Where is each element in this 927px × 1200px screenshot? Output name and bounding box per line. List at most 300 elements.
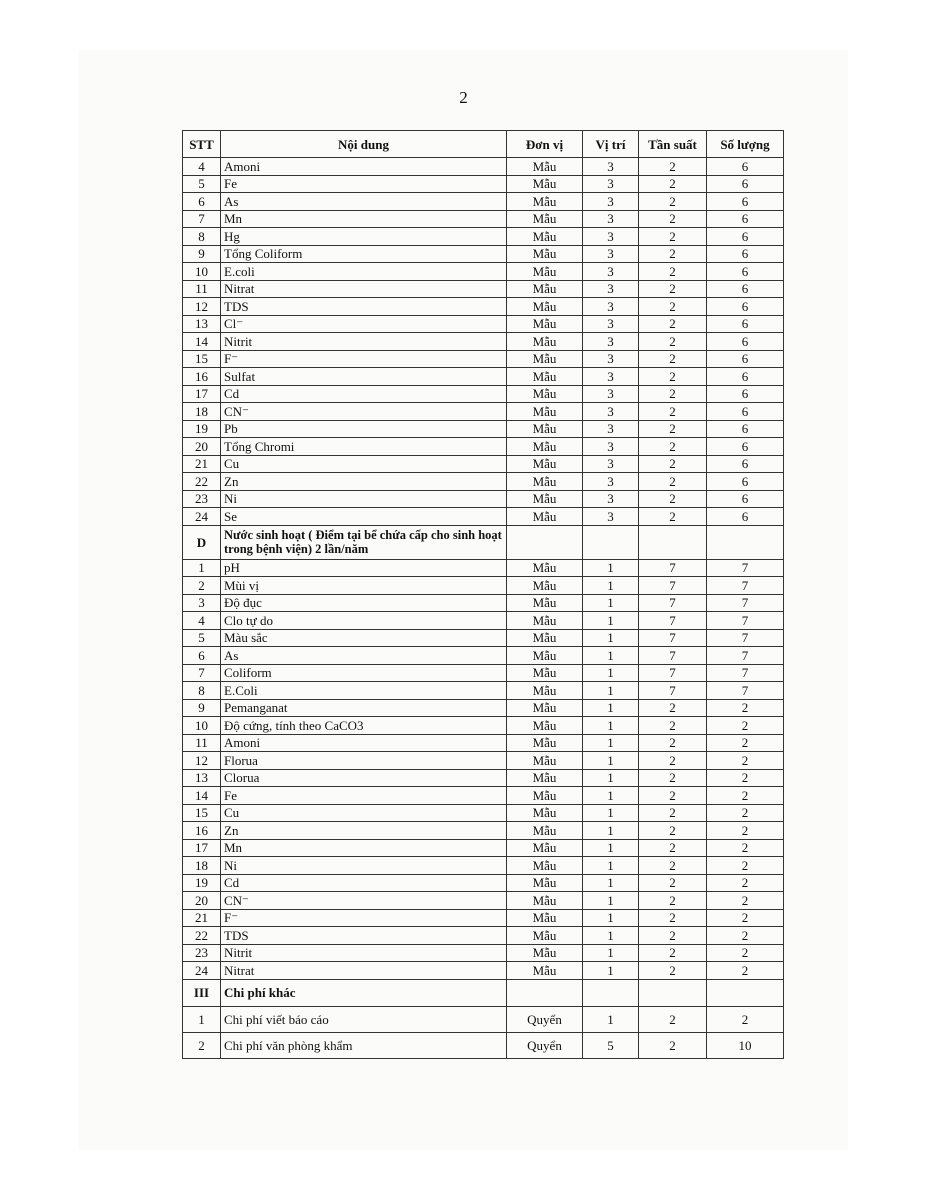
cell-position: 1 bbox=[583, 717, 639, 735]
cell-quantity: 6 bbox=[707, 333, 784, 351]
cell-unit: Mẫu bbox=[507, 368, 583, 386]
cell-content: Zn bbox=[221, 473, 507, 491]
table-row bbox=[183, 438, 784, 456]
table-row bbox=[183, 892, 784, 910]
cell-position: 1 bbox=[583, 647, 639, 665]
cell-stt: 18 bbox=[183, 403, 221, 421]
cell-unit: Mẫu bbox=[507, 594, 583, 612]
cell-position: 1 bbox=[583, 594, 639, 612]
cell-unit: Mẫu bbox=[507, 822, 583, 840]
cell-quantity: 2 bbox=[707, 874, 784, 892]
cell-quantity bbox=[707, 525, 784, 559]
cell-content: As bbox=[221, 193, 507, 211]
cell-stt: 18 bbox=[183, 857, 221, 875]
table-row bbox=[183, 350, 784, 368]
cell-frequency: 7 bbox=[639, 594, 707, 612]
cell-frequency: 2 bbox=[639, 839, 707, 857]
cell-frequency bbox=[639, 979, 707, 1006]
table-row bbox=[183, 1006, 784, 1032]
cell-position: 3 bbox=[583, 193, 639, 211]
table-row bbox=[183, 787, 784, 805]
cell-unit: Mẫu bbox=[507, 944, 583, 962]
cell-frequency: 2 bbox=[639, 822, 707, 840]
cell-stt: 17 bbox=[183, 839, 221, 857]
cell-quantity: 2 bbox=[707, 962, 784, 980]
cell-unit: Mẫu bbox=[507, 647, 583, 665]
cell-content: Cl⁻ bbox=[221, 315, 507, 333]
cell-quantity: 7 bbox=[707, 594, 784, 612]
cell-stt: 7 bbox=[183, 210, 221, 228]
cell-content: Sulfat bbox=[221, 368, 507, 386]
cell-frequency: 2 bbox=[639, 909, 707, 927]
cell-quantity: 2 bbox=[707, 944, 784, 962]
cell-position: 1 bbox=[583, 962, 639, 980]
cell-position: 3 bbox=[583, 403, 639, 421]
cell-stt: 9 bbox=[183, 245, 221, 263]
cell-content: Màu sắc bbox=[221, 629, 507, 647]
cell-stt: 14 bbox=[183, 787, 221, 805]
cell-position: 1 bbox=[583, 839, 639, 857]
cell-position: 1 bbox=[583, 874, 639, 892]
cell-content: Ni bbox=[221, 857, 507, 875]
cell-unit: Mẫu bbox=[507, 909, 583, 927]
table-row bbox=[183, 403, 784, 421]
cell-content: F⁻ bbox=[221, 350, 507, 368]
cell-content: Clorua bbox=[221, 769, 507, 787]
cell-quantity: 6 bbox=[707, 403, 784, 421]
cell-quantity: 2 bbox=[707, 892, 784, 910]
table-row bbox=[183, 333, 784, 351]
table-row bbox=[183, 839, 784, 857]
cell-frequency: 2 bbox=[639, 350, 707, 368]
cell-unit: Mẫu bbox=[507, 455, 583, 473]
cell-position: 3 bbox=[583, 420, 639, 438]
cell-unit: Mẫu bbox=[507, 245, 583, 263]
cell-stt: 13 bbox=[183, 769, 221, 787]
cell-content: Chi phí văn phòng khẩm bbox=[221, 1032, 507, 1058]
cell-unit: Mẫu bbox=[507, 752, 583, 770]
cell-stt: 22 bbox=[183, 473, 221, 491]
cell-quantity: 2 bbox=[707, 752, 784, 770]
cell-frequency: 2 bbox=[639, 787, 707, 805]
cell-stt: 17 bbox=[183, 385, 221, 403]
cell-content: Tổng Coliform bbox=[221, 245, 507, 263]
cell-stt: 9 bbox=[183, 699, 221, 717]
cell-position: 1 bbox=[583, 699, 639, 717]
cell-quantity: 6 bbox=[707, 438, 784, 456]
cell-quantity: 2 bbox=[707, 787, 784, 805]
cell-unit: Mẫu bbox=[507, 717, 583, 735]
cell-unit: Mẫu bbox=[507, 734, 583, 752]
cell-content: Chi phí viết báo cáo bbox=[221, 1006, 507, 1032]
cell-stt: 23 bbox=[183, 490, 221, 508]
cell-frequency: 2 bbox=[639, 245, 707, 263]
cell-frequency: 2 bbox=[639, 699, 707, 717]
cell-frequency: 2 bbox=[639, 508, 707, 526]
cell-frequency: 7 bbox=[639, 612, 707, 630]
cell-unit: Mẫu bbox=[507, 263, 583, 281]
cell-stt: 20 bbox=[183, 892, 221, 910]
cell-unit: Mẫu bbox=[507, 962, 583, 980]
cell-quantity: 6 bbox=[707, 315, 784, 333]
cell-stt: 13 bbox=[183, 315, 221, 333]
cell-position: 3 bbox=[583, 508, 639, 526]
cell-content: Cu bbox=[221, 804, 507, 822]
cell-content: Nitrit bbox=[221, 333, 507, 351]
cell-content: pH bbox=[221, 559, 507, 577]
cell-quantity: 10 bbox=[707, 1032, 784, 1058]
cell-stt: D bbox=[183, 525, 221, 559]
cell-position bbox=[583, 525, 639, 559]
cell-quantity: 6 bbox=[707, 368, 784, 386]
table-row bbox=[183, 473, 784, 491]
table-row bbox=[183, 962, 784, 980]
cell-stt: 8 bbox=[183, 228, 221, 246]
cell-content: TDS bbox=[221, 298, 507, 316]
cell-stt: 20 bbox=[183, 438, 221, 456]
cell-position: 3 bbox=[583, 438, 639, 456]
cell-content: Pb bbox=[221, 420, 507, 438]
table-row bbox=[183, 647, 784, 665]
table-row bbox=[183, 664, 784, 682]
cell-frequency: 2 bbox=[639, 734, 707, 752]
cell-content: As bbox=[221, 647, 507, 665]
cell-stt: 15 bbox=[183, 804, 221, 822]
cell-unit: Mẫu bbox=[507, 438, 583, 456]
table-row bbox=[183, 298, 784, 316]
cell-quantity: 2 bbox=[707, 769, 784, 787]
cell-frequency: 2 bbox=[639, 927, 707, 945]
cell-quantity: 6 bbox=[707, 280, 784, 298]
table-row bbox=[183, 822, 784, 840]
cell-unit: Mẫu bbox=[507, 874, 583, 892]
table-row bbox=[183, 490, 784, 508]
cell-quantity: 6 bbox=[707, 455, 784, 473]
cell-stt: 19 bbox=[183, 874, 221, 892]
cell-unit: Quyển bbox=[507, 1006, 583, 1032]
cell-position: 1 bbox=[583, 892, 639, 910]
cell-stt: 8 bbox=[183, 682, 221, 700]
cell-content: Nước sinh hoạt ( Điểm tại bể chứa cấp cho sinh hoạt trong bệnh viện) 2 lần/năm bbox=[221, 525, 507, 559]
table-row bbox=[183, 280, 784, 298]
cell-position: 1 bbox=[583, 682, 639, 700]
cell-content: Mn bbox=[221, 839, 507, 857]
cell-unit: Mẫu bbox=[507, 682, 583, 700]
cell-content: Coliform bbox=[221, 664, 507, 682]
cell-quantity: 2 bbox=[707, 699, 784, 717]
cell-frequency: 2 bbox=[639, 892, 707, 910]
cell-position: 1 bbox=[583, 822, 639, 840]
table-row bbox=[183, 315, 784, 333]
cell-position: 3 bbox=[583, 333, 639, 351]
cell-unit: Mẫu bbox=[507, 664, 583, 682]
table-row bbox=[183, 752, 784, 770]
table-row bbox=[183, 228, 784, 246]
cell-content: Amoni bbox=[221, 734, 507, 752]
cell-unit: Mẫu bbox=[507, 699, 583, 717]
cell-frequency bbox=[639, 525, 707, 559]
table-header-row bbox=[183, 131, 784, 158]
cell-frequency: 2 bbox=[639, 438, 707, 456]
cell-content: Pemanganat bbox=[221, 699, 507, 717]
header-quantity: Số lượng bbox=[707, 131, 784, 158]
cell-frequency: 7 bbox=[639, 664, 707, 682]
cell-frequency: 2 bbox=[639, 420, 707, 438]
cell-frequency: 2 bbox=[639, 1006, 707, 1032]
cell-frequency: 2 bbox=[639, 263, 707, 281]
cell-stt: 22 bbox=[183, 927, 221, 945]
cell-quantity bbox=[707, 979, 784, 1006]
cell-quantity: 7 bbox=[707, 629, 784, 647]
cell-quantity: 7 bbox=[707, 559, 784, 577]
cell-position: 3 bbox=[583, 245, 639, 263]
cell-position: 1 bbox=[583, 909, 639, 927]
cell-unit: Mẫu bbox=[507, 228, 583, 246]
cell-frequency: 2 bbox=[639, 752, 707, 770]
cell-stt: 5 bbox=[183, 629, 221, 647]
cell-position: 5 bbox=[583, 1032, 639, 1058]
cell-content: Nitrat bbox=[221, 280, 507, 298]
header-frequency: Tần suất bbox=[639, 131, 707, 158]
cell-frequency: 2 bbox=[639, 228, 707, 246]
cell-position: 1 bbox=[583, 944, 639, 962]
cell-stt: 21 bbox=[183, 455, 221, 473]
header-unit: Đơn vị bbox=[507, 131, 583, 158]
cell-unit: Mẫu bbox=[507, 298, 583, 316]
cell-position: 3 bbox=[583, 228, 639, 246]
cell-position: 1 bbox=[583, 1006, 639, 1032]
cell-stt: III bbox=[183, 979, 221, 1006]
header-content: Nội dung bbox=[221, 131, 507, 158]
section-row bbox=[183, 525, 784, 559]
cell-frequency: 7 bbox=[639, 577, 707, 595]
cell-position: 3 bbox=[583, 385, 639, 403]
table-row bbox=[183, 577, 784, 595]
cell-position: 3 bbox=[583, 455, 639, 473]
cell-unit: Mẫu bbox=[507, 804, 583, 822]
cell-content: E.coli bbox=[221, 263, 507, 281]
cell-stt: 16 bbox=[183, 822, 221, 840]
cell-content: CN⁻ bbox=[221, 403, 507, 421]
cell-unit: Mẫu bbox=[507, 857, 583, 875]
section-row bbox=[183, 979, 784, 1006]
cell-content: Hg bbox=[221, 228, 507, 246]
cell-content: Chi phí khác bbox=[221, 979, 507, 1006]
cell-position: 1 bbox=[583, 664, 639, 682]
table-row bbox=[183, 699, 784, 717]
cell-position: 1 bbox=[583, 927, 639, 945]
table-row bbox=[183, 193, 784, 211]
table-row bbox=[183, 804, 784, 822]
cell-stt: 24 bbox=[183, 962, 221, 980]
header-position: Vị trí bbox=[583, 131, 639, 158]
cell-content: Se bbox=[221, 508, 507, 526]
cell-stt: 1 bbox=[183, 559, 221, 577]
cell-content: Cd bbox=[221, 385, 507, 403]
cell-position: 3 bbox=[583, 263, 639, 281]
cell-unit: Mẫu bbox=[507, 473, 583, 491]
cell-quantity: 7 bbox=[707, 682, 784, 700]
cell-unit: Mẫu bbox=[507, 420, 583, 438]
cell-content: CN⁻ bbox=[221, 892, 507, 910]
table-row bbox=[183, 927, 784, 945]
cell-stt: 1 bbox=[183, 1006, 221, 1032]
cell-position bbox=[583, 979, 639, 1006]
cell-quantity: 6 bbox=[707, 508, 784, 526]
cell-frequency: 2 bbox=[639, 962, 707, 980]
cell-frequency: 2 bbox=[639, 717, 707, 735]
cell-quantity: 7 bbox=[707, 577, 784, 595]
cell-content: Fe bbox=[221, 175, 507, 193]
cell-unit: Mẫu bbox=[507, 787, 583, 805]
cell-unit: Mẫu bbox=[507, 629, 583, 647]
cell-position: 1 bbox=[583, 629, 639, 647]
cell-content: Clo tự do bbox=[221, 612, 507, 630]
cell-stt: 21 bbox=[183, 909, 221, 927]
cell-quantity: 6 bbox=[707, 385, 784, 403]
cell-content: Fe bbox=[221, 787, 507, 805]
cell-quantity: 7 bbox=[707, 664, 784, 682]
cell-frequency: 7 bbox=[639, 629, 707, 647]
cell-position: 3 bbox=[583, 368, 639, 386]
cell-stt: 10 bbox=[183, 717, 221, 735]
cell-unit: Mẫu bbox=[507, 193, 583, 211]
table-row bbox=[183, 682, 784, 700]
cell-content: Mn bbox=[221, 210, 507, 228]
cell-quantity: 6 bbox=[707, 175, 784, 193]
cell-content: Nitrit bbox=[221, 944, 507, 962]
cell-frequency: 2 bbox=[639, 473, 707, 491]
cell-content: F⁻ bbox=[221, 909, 507, 927]
cell-quantity: 7 bbox=[707, 612, 784, 630]
cell-position: 1 bbox=[583, 769, 639, 787]
table-row bbox=[183, 263, 784, 281]
cell-unit: Mẫu bbox=[507, 315, 583, 333]
header-stt: STT bbox=[183, 131, 221, 158]
table-row bbox=[183, 158, 784, 176]
cell-stt: 7 bbox=[183, 664, 221, 682]
table-row bbox=[183, 245, 784, 263]
cell-frequency: 2 bbox=[639, 193, 707, 211]
cell-quantity: 6 bbox=[707, 263, 784, 281]
cell-position: 3 bbox=[583, 210, 639, 228]
cell-frequency: 2 bbox=[639, 455, 707, 473]
cell-content: Zn bbox=[221, 822, 507, 840]
cell-unit: Mẫu bbox=[507, 403, 583, 421]
cell-content: Florua bbox=[221, 752, 507, 770]
cell-frequency: 2 bbox=[639, 315, 707, 333]
cell-unit: Mẫu bbox=[507, 559, 583, 577]
cell-frequency: 2 bbox=[639, 857, 707, 875]
table-row bbox=[183, 175, 784, 193]
cell-quantity: 2 bbox=[707, 839, 784, 857]
table-body bbox=[183, 158, 784, 1059]
cell-frequency: 2 bbox=[639, 944, 707, 962]
cell-position: 1 bbox=[583, 857, 639, 875]
cell-frequency: 7 bbox=[639, 647, 707, 665]
cell-unit: Mẫu bbox=[507, 158, 583, 176]
cell-unit: Mẫu bbox=[507, 210, 583, 228]
table-row bbox=[183, 210, 784, 228]
cell-stt: 16 bbox=[183, 368, 221, 386]
page-number: 2 bbox=[459, 88, 468, 107]
cell-frequency: 2 bbox=[639, 403, 707, 421]
cell-frequency: 2 bbox=[639, 175, 707, 193]
cell-content: Độ cứng, tính theo CaCO3 bbox=[221, 717, 507, 735]
cell-frequency: 2 bbox=[639, 158, 707, 176]
cell-unit: Mẫu bbox=[507, 490, 583, 508]
cell-unit: Mẫu bbox=[507, 892, 583, 910]
cell-content: Độ đục bbox=[221, 594, 507, 612]
cell-stt: 10 bbox=[183, 263, 221, 281]
cell-unit: Mẫu bbox=[507, 612, 583, 630]
cell-quantity: 2 bbox=[707, 909, 784, 927]
cell-position: 3 bbox=[583, 315, 639, 333]
cell-stt: 4 bbox=[183, 158, 221, 176]
cell-stt: 24 bbox=[183, 508, 221, 526]
cell-frequency: 2 bbox=[639, 333, 707, 351]
cell-content: Tổng Chromi bbox=[221, 438, 507, 456]
cell-frequency: 2 bbox=[639, 874, 707, 892]
cell-stt: 2 bbox=[183, 577, 221, 595]
cost-table bbox=[182, 130, 784, 1059]
cell-unit bbox=[507, 525, 583, 559]
cell-quantity: 2 bbox=[707, 734, 784, 752]
cell-unit: Quyển bbox=[507, 1032, 583, 1058]
cell-stt: 2 bbox=[183, 1032, 221, 1058]
table-row bbox=[183, 1032, 784, 1058]
cell-quantity: 2 bbox=[707, 857, 784, 875]
table-row bbox=[183, 734, 784, 752]
cell-stt: 15 bbox=[183, 350, 221, 368]
cell-position: 3 bbox=[583, 280, 639, 298]
cell-position: 1 bbox=[583, 612, 639, 630]
cell-stt: 6 bbox=[183, 647, 221, 665]
table-row bbox=[183, 874, 784, 892]
cell-stt: 5 bbox=[183, 175, 221, 193]
cell-unit: Mẫu bbox=[507, 333, 583, 351]
cell-quantity: 2 bbox=[707, 804, 784, 822]
cell-quantity: 2 bbox=[707, 1006, 784, 1032]
cell-position: 1 bbox=[583, 734, 639, 752]
cell-unit bbox=[507, 979, 583, 1006]
cell-stt: 12 bbox=[183, 298, 221, 316]
cell-content: Ni bbox=[221, 490, 507, 508]
cell-content: TDS bbox=[221, 927, 507, 945]
cell-stt: 11 bbox=[183, 280, 221, 298]
cell-quantity: 6 bbox=[707, 210, 784, 228]
cell-stt: 11 bbox=[183, 734, 221, 752]
cell-unit: Mẫu bbox=[507, 769, 583, 787]
cell-quantity: 6 bbox=[707, 490, 784, 508]
cell-frequency: 2 bbox=[639, 804, 707, 822]
cell-unit: Mẫu bbox=[507, 839, 583, 857]
cell-position: 1 bbox=[583, 787, 639, 805]
table-row bbox=[183, 909, 784, 927]
cell-stt: 4 bbox=[183, 612, 221, 630]
cell-content: Nitrat bbox=[221, 962, 507, 980]
cell-position: 3 bbox=[583, 490, 639, 508]
table-row bbox=[183, 629, 784, 647]
table-row bbox=[183, 368, 784, 386]
cell-frequency: 2 bbox=[639, 368, 707, 386]
cell-stt: 19 bbox=[183, 420, 221, 438]
cell-quantity: 6 bbox=[707, 420, 784, 438]
cell-quantity: 6 bbox=[707, 158, 784, 176]
cell-unit: Mẫu bbox=[507, 350, 583, 368]
cell-quantity: 7 bbox=[707, 647, 784, 665]
cell-frequency: 2 bbox=[639, 490, 707, 508]
